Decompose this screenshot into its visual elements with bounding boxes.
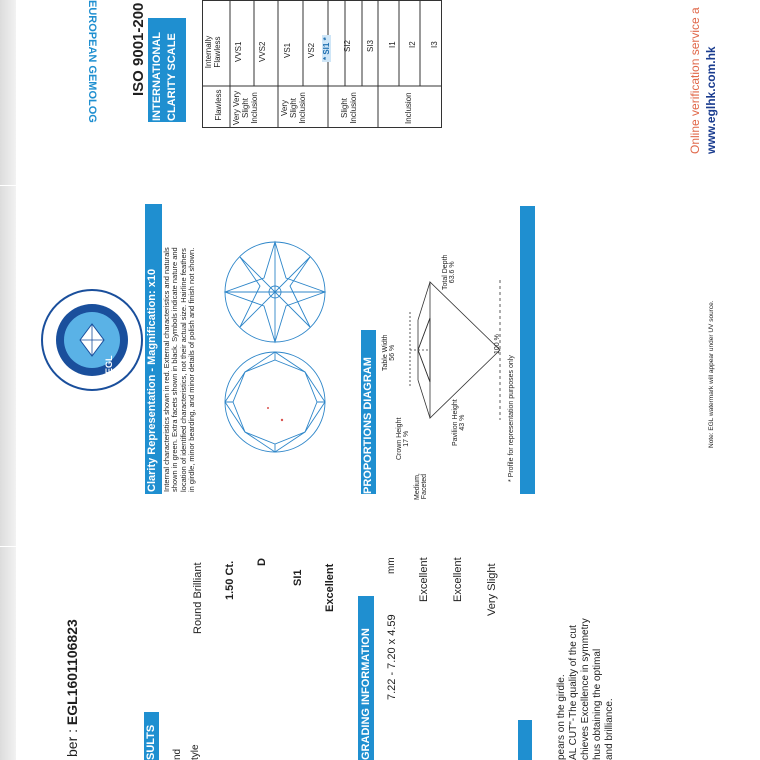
pavilion-plot <box>225 242 325 342</box>
girdle-label: Medium, Faceted <box>414 473 428 500</box>
polish-value: Excellent <box>418 557 430 602</box>
measurements-unit: mm <box>386 557 397 574</box>
diameter-label: 100 % <box>494 334 501 354</box>
scale-grade-vvs2: VVS2 <box>258 41 267 62</box>
blue-divider-band <box>520 206 535 494</box>
lab-name: EUROPEAN GEMOLOG <box>86 0 98 123</box>
measurements-value: 7.22 - 7.20 x 4.59 <box>386 614 398 700</box>
color-value: D <box>256 558 268 566</box>
scale-grade-si1-highlight: * SI1 * <box>322 37 331 60</box>
inclusion-mark <box>281 419 283 421</box>
scale-group-flawless: Flawless <box>214 89 223 121</box>
clarity-value: SI1 <box>292 569 304 586</box>
table-width-label: Table Width 56 % <box>382 334 396 371</box>
egl-seal <box>40 288 144 392</box>
scale-grade-i2: I2 <box>408 41 417 48</box>
egl-seal-graphic <box>40 288 144 392</box>
clarity-scale-title: INTERNATIONAL CLARITY SCALE <box>151 31 178 121</box>
proportions-footnote: * Profile for representation purposes only <box>508 355 515 482</box>
scale-group-si: Slight Inclusion <box>340 92 358 124</box>
result-label: nd <box>172 748 183 760</box>
scale-grade-vs1: VS1 <box>283 42 292 58</box>
inclusion-mark <box>267 407 269 409</box>
results-title: SULTS <box>145 724 157 760</box>
panel-edge <box>0 547 16 760</box>
comments-band <box>518 720 532 760</box>
clarity-plots <box>220 238 330 458</box>
scale-grade-si3: SI3 <box>366 39 375 52</box>
pavilion-label: Pavilion Height 43 % <box>452 399 466 446</box>
scale-grade-si2: SI2 <box>343 39 352 52</box>
online-url[interactable]: www.eglhk.com.hk <box>704 46 718 154</box>
symmetry-value: Excellent <box>452 557 464 602</box>
report-number: ber : EGL1601106823 <box>64 619 80 757</box>
proportions-title: PROPORTIONS DIAGRAM <box>362 357 374 494</box>
fluorescence-value: Very Slight <box>486 563 498 616</box>
pavilion <box>430 282 500 418</box>
scale-grade-if: Internally Flawless <box>204 35 222 69</box>
comments: pears on the girdle. AL CUT"-The quality of the cut chieves Excellence in symmetry hus obtaining the optimal and brilliance. <box>556 618 615 760</box>
scale-group-inclusion: Inclusion <box>404 92 413 124</box>
clarity-rep-title: Clarity Representation - Magnification: x10 <box>146 268 158 492</box>
scale-grade-i3: I3 <box>430 41 439 48</box>
online-verification: Online verification service a <box>688 7 702 154</box>
iso-label: ISO 9001-200 <box>130 2 147 96</box>
total-depth-label: Total Depth 63.6 % <box>442 254 456 290</box>
crown-height-label: Crown Height 17 % <box>396 417 410 460</box>
crown-plot <box>225 352 325 452</box>
scale-group-vvs: Very Very Slight Inclusion <box>232 90 259 126</box>
carat-value: 1.50 Ct. <box>224 560 236 600</box>
scale-grade-vs2: VS2 <box>307 42 316 58</box>
shape-value: Round Brilliant <box>192 562 204 634</box>
result-label: tyle <box>190 744 201 760</box>
cut-value: Excellent <box>324 563 336 612</box>
scale-grade-i1: I1 <box>388 41 397 48</box>
scale-grade-vvs1: VVS1 <box>234 41 243 62</box>
panel-edge <box>0 186 16 546</box>
scale-group-vs: Very Slight Inclusion <box>280 92 307 124</box>
panel-edge <box>0 0 16 185</box>
uv-note: Note: EGL watermark will appear under UV source. <box>708 300 715 448</box>
dim-lines <box>410 312 430 388</box>
grading-title: GRADING INFORMATION <box>360 628 372 760</box>
seal-mark: EGL <box>104 355 114 374</box>
clarity-rep-text: Internal characteristics shown in red. External characteristics and naturals shown in green. Extra facets shown in black. Symbols indicate nature and location of identified characteristics, not their actual size. Hairline feathers in girdle, minor bearding, and minor details of polish and finish not shown. <box>162 247 197 492</box>
